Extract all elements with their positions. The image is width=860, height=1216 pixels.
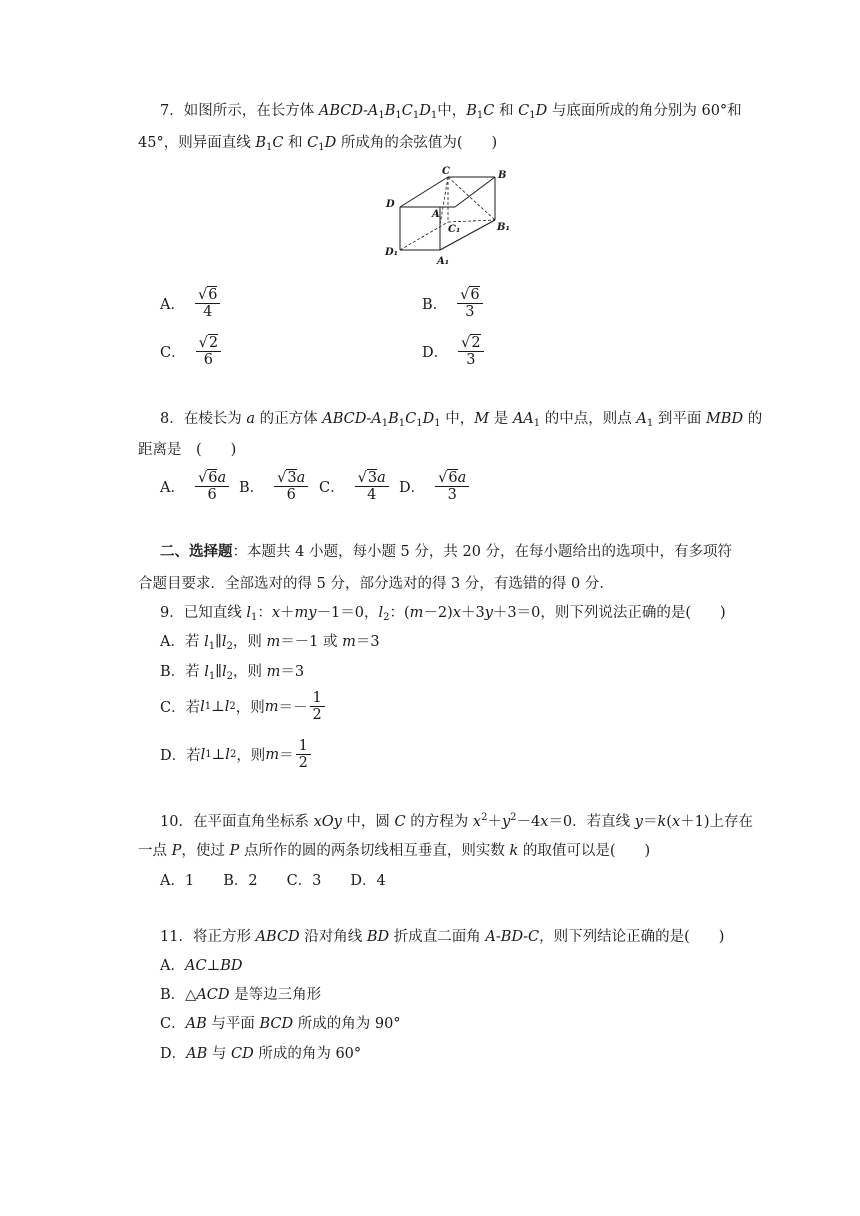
q7-option-a[interactable]: A． $\frac{√6}{4}$	[160, 287, 222, 320]
q7-option-b[interactable]: B． $\frac{√6}{3}$	[422, 287, 485, 320]
label-A1: A₁	[437, 256, 450, 267]
q9-option-b[interactable]: B．若 $l_1\parallel l_2$，则 m＝3	[160, 664, 305, 682]
q7-line2: 45°，则异面直线 $B_1C$ 和 $C_1D$ 所成角的余弦值为( )	[138, 135, 498, 153]
q7-line1: 7．如图所示，在长方体 ABCD-$A_1B_1C_1D_1$中，$B_1C$ 和 $C_1D$ 与底面所成的角分别为 60°和	[160, 103, 742, 121]
section2-line2: 合题目要求．全部选对的得 5 分，部分选对的得 3 分，有选错的得 0 分．	[138, 576, 614, 592]
q7-option-c[interactable]: C． $\frac{√2}{6}$	[160, 335, 223, 368]
q10-line2: 一点 P，使过 P 点所作的圆的两条切线相互垂直，则实数 k 的取值可以是( )	[138, 843, 651, 859]
label-D1: D₁	[385, 247, 399, 258]
q9-stem: 9．已知直线 $l_1$：x＋my－1＝0，$l_2$：(m－2)x＋3y＋3＝0，则下列说法正确的是( )	[160, 605, 726, 623]
q9-option-d[interactable]: D．若 l 1 ⊥ l 2 ，则 m ＝ $\frac{1}{2}$	[160, 738, 313, 771]
q9-option-a[interactable]: A．若 $l_1\parallel l_2$，则 m＝－1 或 m＝3	[160, 634, 380, 652]
q11-option-c[interactable]: C．AB 与平面 BCD 所成的角为 90°	[160, 1016, 401, 1032]
q8-option-b[interactable]: B． $\frac{√3a}{6}$	[239, 470, 310, 503]
q8-line1: 8．在棱长为 a 的正方体 ABCD-$A_1B_1C_1D_1$ 中，M 是 $AA_1$ 的中点，则点 $A_1$ 到平面 MBD 的	[160, 411, 763, 429]
q8-line2: 距离是 ( )	[138, 442, 237, 458]
q11-option-a[interactable]: A．AC⊥BD	[160, 958, 243, 974]
q8-option-d[interactable]: D． $\frac{√6a}{3}$	[399, 470, 471, 503]
q9-option-c[interactable]: C．若 l 1 ⊥ l 2 ，则 m ＝－ $\frac{1}{2}$	[160, 690, 327, 723]
q11-line1: 11．将正方形 ABCD 沿对角线 BD 折成直二面角 A-BD-C，则下列结论正确的是( )	[160, 929, 725, 945]
label-C: C	[442, 166, 450, 177]
section2-line1: 二、选择题：本题共 4 小题，每小题 5 分，共 20 分，在每小题给出的选项中，有多项符	[160, 543, 733, 560]
label-A: A	[432, 209, 440, 220]
q8-option-c[interactable]: C． $\frac{√3a}{4}$	[319, 470, 391, 503]
q11-option-d[interactable]: D．AB 与 CD 所成的角为 60°	[160, 1046, 362, 1062]
q7-option-d[interactable]: D． $\frac{√2}{3}$	[422, 335, 486, 368]
label-C1: C₁	[448, 224, 461, 235]
label-B1: B₁	[497, 222, 510, 233]
q8-option-a[interactable]: A． $\frac{√6a}{6}$	[160, 470, 231, 503]
label-B: B	[498, 170, 507, 181]
q10-options[interactable]: A．1 B．2 C．3 D．4	[160, 873, 386, 889]
q10-line1: 10．在平面直角坐标系 xOy 中，圆 C 的方程为 $x^2+y^2-4x=0$．若直线 y＝k(x＋1)上存在	[160, 812, 754, 830]
q11-option-b[interactable]: B．△ACD 是等边三角形	[160, 987, 322, 1003]
label-D: D	[386, 199, 395, 210]
cuboid-figure	[380, 160, 520, 268]
